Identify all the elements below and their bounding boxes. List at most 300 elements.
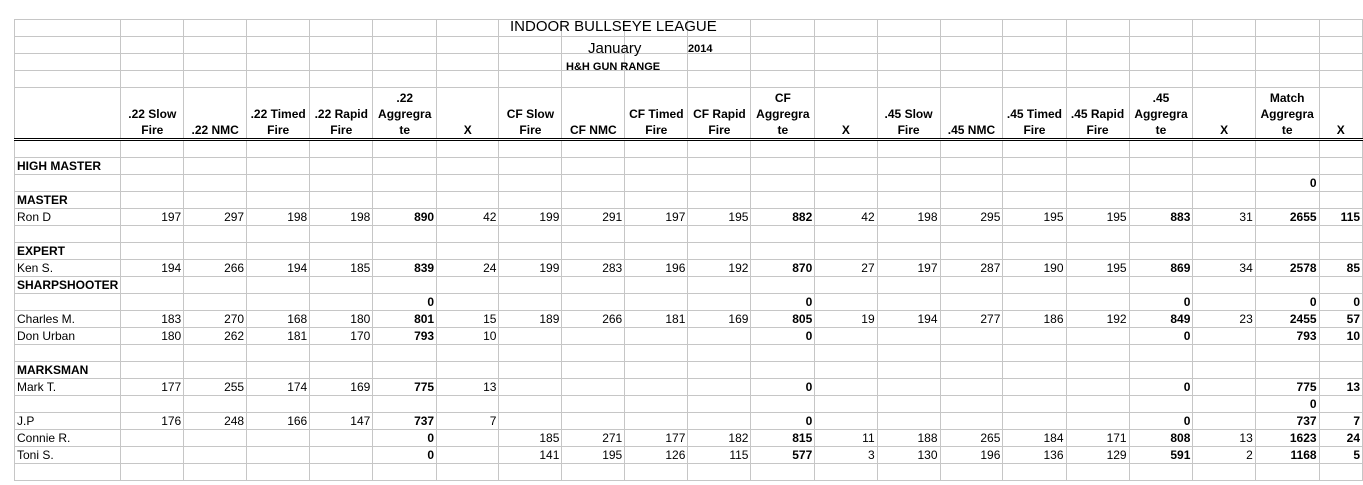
cell[interactable] — [373, 277, 437, 294]
cell[interactable] — [1193, 226, 1255, 243]
score-cell[interactable]: 775 — [373, 379, 437, 396]
score-cell[interactable] — [562, 413, 625, 430]
cell[interactable] — [1003, 37, 1066, 54]
score-cell[interactable] — [815, 294, 877, 311]
cell[interactable] — [121, 345, 184, 362]
cell[interactable] — [15, 226, 121, 243]
score-cell[interactable]: 266 — [184, 260, 247, 277]
cell[interactable] — [751, 226, 815, 243]
score-cell[interactable]: 13 — [1193, 430, 1255, 447]
cell[interactable] — [1319, 140, 1362, 158]
score-cell[interactable]: 805 — [751, 311, 815, 328]
score-cell[interactable]: 0 — [1129, 413, 1193, 430]
cell[interactable] — [310, 192, 373, 209]
cell[interactable] — [1255, 277, 1319, 294]
score-cell[interactable]: 23 — [1193, 311, 1255, 328]
cell[interactable] — [751, 54, 815, 71]
score-cell[interactable]: 2655 — [1255, 209, 1319, 226]
cell[interactable] — [625, 158, 688, 175]
cell[interactable] — [1319, 158, 1362, 175]
cell[interactable] — [1066, 345, 1129, 362]
cell[interactable] — [940, 464, 1003, 481]
cell[interactable] — [1255, 243, 1319, 260]
cell[interactable] — [499, 362, 562, 379]
score-cell[interactable] — [625, 328, 688, 345]
score-cell[interactable] — [184, 294, 247, 311]
cell[interactable] — [1003, 140, 1066, 158]
cell[interactable] — [121, 71, 184, 88]
column-header[interactable]: X — [815, 88, 877, 140]
cell[interactable] — [688, 362, 751, 379]
cell[interactable] — [1066, 37, 1129, 54]
cell[interactable] — [373, 71, 437, 88]
score-cell[interactable]: 883 — [1129, 209, 1193, 226]
cell[interactable] — [625, 464, 688, 481]
score-cell[interactable] — [688, 175, 751, 192]
cell[interactable] — [877, 464, 940, 481]
score-cell[interactable]: 13 — [437, 379, 499, 396]
cell[interactable] — [1066, 226, 1129, 243]
score-cell[interactable] — [562, 175, 625, 192]
score-cell[interactable] — [1003, 379, 1066, 396]
cell[interactable] — [184, 158, 247, 175]
cell[interactable] — [1003, 226, 1066, 243]
cell[interactable] — [247, 362, 310, 379]
cell[interactable] — [437, 54, 499, 71]
cell[interactable] — [877, 243, 940, 260]
score-cell[interactable] — [310, 175, 373, 192]
cell[interactable] — [499, 140, 562, 158]
shooter-name[interactable] — [15, 175, 121, 192]
score-cell[interactable]: 591 — [1129, 447, 1193, 464]
cell[interactable] — [373, 140, 437, 158]
score-cell[interactable]: 270 — [184, 311, 247, 328]
cell[interactable] — [562, 243, 625, 260]
score-cell[interactable]: 1623 — [1255, 430, 1319, 447]
cell[interactable] — [877, 37, 940, 54]
score-cell[interactable] — [1193, 175, 1255, 192]
score-cell[interactable]: 185 — [499, 430, 562, 447]
cell[interactable] — [877, 362, 940, 379]
score-cell[interactable]: 737 — [1255, 413, 1319, 430]
cell[interactable] — [815, 192, 877, 209]
score-cell[interactable] — [877, 175, 940, 192]
cell[interactable] — [1319, 277, 1362, 294]
score-cell[interactable]: 869 — [1129, 260, 1193, 277]
cell[interactable] — [940, 192, 1003, 209]
cell[interactable] — [815, 54, 877, 71]
score-cell[interactable]: 291 — [562, 209, 625, 226]
score-cell[interactable]: 177 — [625, 430, 688, 447]
score-cell[interactable]: 815 — [751, 430, 815, 447]
cell[interactable] — [1319, 243, 1362, 260]
score-cell[interactable] — [373, 175, 437, 192]
score-cell[interactable] — [688, 328, 751, 345]
score-cell[interactable]: 15 — [437, 311, 499, 328]
score-cell[interactable]: 197 — [625, 209, 688, 226]
score-cell[interactable]: 2578 — [1255, 260, 1319, 277]
cell[interactable] — [247, 192, 310, 209]
score-cell[interactable]: 0 — [751, 328, 815, 345]
score-cell[interactable] — [1193, 413, 1255, 430]
score-cell[interactable]: 882 — [751, 209, 815, 226]
cell[interactable] — [688, 277, 751, 294]
cell[interactable] — [437, 37, 499, 54]
cell[interactable] — [751, 20, 815, 37]
cell[interactable] — [1003, 277, 1066, 294]
score-cell[interactable]: 0 — [1255, 175, 1319, 192]
score-cell[interactable]: 839 — [373, 260, 437, 277]
score-cell[interactable]: 195 — [1003, 209, 1066, 226]
score-cell[interactable] — [815, 175, 877, 192]
cell[interactable] — [1193, 464, 1255, 481]
cell[interactable] — [373, 243, 437, 260]
cell[interactable] — [1066, 54, 1129, 71]
cell[interactable] — [121, 158, 184, 175]
score-cell[interactable]: 199 — [499, 209, 562, 226]
cell[interactable] — [688, 464, 751, 481]
score-cell[interactable]: 870 — [751, 260, 815, 277]
score-cell[interactable]: 199 — [499, 260, 562, 277]
cell[interactable] — [1255, 37, 1319, 54]
cell[interactable] — [751, 345, 815, 362]
score-cell[interactable] — [877, 413, 940, 430]
cell[interactable] — [815, 140, 877, 158]
column-header[interactable]: .45 Rapid Fire — [1066, 88, 1129, 140]
cell[interactable] — [815, 464, 877, 481]
cell[interactable] — [247, 140, 310, 158]
cell[interactable] — [1129, 277, 1193, 294]
column-header[interactable]: .45 Slow Fire — [877, 88, 940, 140]
cell[interactable] — [877, 226, 940, 243]
score-cell[interactable]: 181 — [625, 311, 688, 328]
score-cell[interactable]: 42 — [437, 209, 499, 226]
score-cell[interactable]: 168 — [247, 311, 310, 328]
cell[interactable] — [1003, 192, 1066, 209]
cell[interactable] — [247, 277, 310, 294]
cell[interactable] — [1066, 192, 1129, 209]
score-cell[interactable]: 176 — [121, 413, 184, 430]
cell[interactable] — [940, 71, 1003, 88]
score-cell[interactable]: 10 — [1319, 328, 1362, 345]
score-cell[interactable]: 130 — [877, 447, 940, 464]
cell[interactable] — [247, 54, 310, 71]
cell[interactable] — [373, 464, 437, 481]
score-cell[interactable] — [499, 328, 562, 345]
cell[interactable] — [940, 158, 1003, 175]
score-cell[interactable]: 190 — [1003, 260, 1066, 277]
cell[interactable] — [688, 226, 751, 243]
score-cell[interactable] — [815, 328, 877, 345]
cell[interactable] — [1129, 345, 1193, 362]
cell[interactable] — [15, 140, 121, 158]
score-cell[interactable]: 3 — [815, 447, 877, 464]
score-cell[interactable]: 169 — [688, 311, 751, 328]
score-cell[interactable] — [751, 396, 815, 413]
cell[interactable] — [1255, 54, 1319, 71]
score-cell[interactable] — [688, 294, 751, 311]
cell[interactable] — [121, 243, 184, 260]
cell[interactable] — [437, 226, 499, 243]
score-cell[interactable]: 0 — [1129, 379, 1193, 396]
score-cell[interactable]: 194 — [121, 260, 184, 277]
score-cell[interactable] — [625, 175, 688, 192]
score-cell[interactable]: 198 — [877, 209, 940, 226]
score-cell[interactable] — [247, 175, 310, 192]
score-cell[interactable] — [121, 175, 184, 192]
score-cell[interactable] — [1066, 379, 1129, 396]
column-header[interactable]: CF Aggregra te — [751, 88, 815, 140]
cell[interactable] — [1319, 362, 1362, 379]
cell[interactable] — [184, 226, 247, 243]
score-cell[interactable]: 262 — [184, 328, 247, 345]
cell[interactable] — [1193, 243, 1255, 260]
score-cell[interactable]: 195 — [1066, 209, 1129, 226]
cell[interactable] — [877, 158, 940, 175]
score-cell[interactable]: 271 — [562, 430, 625, 447]
cell[interactable] — [1319, 464, 1362, 481]
cell[interactable] — [815, 362, 877, 379]
score-cell[interactable]: 198 — [310, 209, 373, 226]
cell[interactable] — [1255, 362, 1319, 379]
cell[interactable] — [437, 71, 499, 88]
score-cell[interactable] — [562, 396, 625, 413]
cell[interactable] — [1003, 20, 1066, 37]
cell[interactable] — [437, 362, 499, 379]
cell[interactable] — [1129, 140, 1193, 158]
cell[interactable] — [688, 71, 751, 88]
cell[interactable] — [1003, 54, 1066, 71]
score-cell[interactable] — [1066, 328, 1129, 345]
column-header[interactable]: .22 NMC — [184, 88, 247, 140]
score-cell[interactable]: 177 — [121, 379, 184, 396]
cell[interactable] — [437, 20, 499, 37]
cell[interactable] — [310, 226, 373, 243]
score-cell[interactable]: 34 — [1193, 260, 1255, 277]
column-header[interactable]: X — [437, 88, 499, 140]
cell[interactable] — [121, 362, 184, 379]
cell[interactable] — [562, 71, 625, 88]
cell[interactable] — [815, 226, 877, 243]
shooter-name[interactable]: Charles M. — [15, 311, 121, 328]
score-cell[interactable]: 0 — [751, 294, 815, 311]
score-cell[interactable]: 10 — [437, 328, 499, 345]
score-cell[interactable] — [940, 175, 1003, 192]
score-cell[interactable] — [121, 447, 184, 464]
score-cell[interactable] — [310, 294, 373, 311]
score-cell[interactable] — [247, 430, 310, 447]
cell[interactable] — [247, 37, 310, 54]
score-cell[interactable] — [121, 396, 184, 413]
cell[interactable] — [940, 20, 1003, 37]
score-cell[interactable]: 13 — [1319, 379, 1362, 396]
score-cell[interactable]: 147 — [310, 413, 373, 430]
cell[interactable] — [1066, 243, 1129, 260]
cell[interactable] — [625, 226, 688, 243]
cell[interactable] — [184, 20, 247, 37]
score-cell[interactable]: 2 — [1193, 447, 1255, 464]
score-cell[interactable]: 195 — [688, 209, 751, 226]
cell[interactable] — [1193, 277, 1255, 294]
cell[interactable] — [121, 277, 184, 294]
score-cell[interactable] — [625, 413, 688, 430]
score-cell[interactable] — [940, 328, 1003, 345]
cell[interactable] — [688, 243, 751, 260]
cell[interactable] — [15, 20, 121, 37]
score-cell[interactable]: 27 — [815, 260, 877, 277]
score-cell[interactable]: 0 — [1255, 396, 1319, 413]
cell[interactable] — [373, 362, 437, 379]
score-cell[interactable] — [1003, 396, 1066, 413]
score-cell[interactable]: 0 — [373, 294, 437, 311]
cell[interactable] — [1066, 71, 1129, 88]
score-cell[interactable] — [1003, 294, 1066, 311]
score-cell[interactable] — [815, 413, 877, 430]
cell[interactable] — [1129, 243, 1193, 260]
score-cell[interactable]: 0 — [751, 379, 815, 396]
cell[interactable] — [688, 345, 751, 362]
score-cell[interactable] — [184, 175, 247, 192]
cell[interactable] — [1255, 345, 1319, 362]
cell[interactable] — [437, 158, 499, 175]
cell[interactable] — [499, 158, 562, 175]
cell[interactable] — [15, 37, 121, 54]
shooter-name[interactable] — [15, 396, 121, 413]
score-cell[interactable]: 849 — [1129, 311, 1193, 328]
score-cell[interactable]: 186 — [1003, 311, 1066, 328]
score-cell[interactable]: 196 — [625, 260, 688, 277]
score-cell[interactable]: 198 — [247, 209, 310, 226]
cell[interactable] — [437, 345, 499, 362]
cell[interactable] — [499, 277, 562, 294]
score-cell[interactable]: 0 — [1129, 294, 1193, 311]
score-cell[interactable] — [499, 379, 562, 396]
cell[interactable] — [310, 20, 373, 37]
cell[interactable] — [562, 277, 625, 294]
cell[interactable] — [877, 54, 940, 71]
cell[interactable] — [751, 464, 815, 481]
cell[interactable] — [499, 226, 562, 243]
cell[interactable] — [247, 20, 310, 37]
cell[interactable] — [184, 345, 247, 362]
cell[interactable] — [877, 20, 940, 37]
cell[interactable] — [1255, 158, 1319, 175]
cell[interactable] — [184, 464, 247, 481]
cell[interactable] — [1066, 277, 1129, 294]
cell[interactable] — [1003, 243, 1066, 260]
cell[interactable] — [1129, 54, 1193, 71]
cell[interactable] — [562, 140, 625, 158]
score-cell[interactable]: 141 — [499, 447, 562, 464]
class-label[interactable]: HIGH MASTER — [15, 158, 121, 175]
cell[interactable] — [1129, 192, 1193, 209]
cell[interactable] — [247, 345, 310, 362]
score-cell[interactable] — [1066, 413, 1129, 430]
cell[interactable] — [15, 88, 121, 140]
score-cell[interactable] — [499, 413, 562, 430]
score-cell[interactable]: 181 — [247, 328, 310, 345]
cell[interactable] — [562, 362, 625, 379]
cell[interactable] — [625, 140, 688, 158]
cell[interactable] — [1255, 226, 1319, 243]
cell[interactable] — [121, 192, 184, 209]
class-label[interactable]: MASTER — [15, 192, 121, 209]
shooter-name[interactable]: Ken S. — [15, 260, 121, 277]
score-cell[interactable] — [437, 430, 499, 447]
score-cell[interactable]: 0 — [1319, 294, 1362, 311]
cell[interactable] — [1129, 464, 1193, 481]
cell[interactable] — [1319, 345, 1362, 362]
cell[interactable] — [1255, 71, 1319, 88]
score-cell[interactable]: 31 — [1193, 209, 1255, 226]
cell[interactable] — [815, 37, 877, 54]
cell[interactable] — [1193, 345, 1255, 362]
cell[interactable] — [499, 192, 562, 209]
cell[interactable] — [1319, 226, 1362, 243]
column-header[interactable]: .45 Aggregra te — [1129, 88, 1193, 140]
cell[interactable] — [121, 54, 184, 71]
column-header[interactable]: .22 Rapid Fire — [310, 88, 373, 140]
cell[interactable] — [940, 362, 1003, 379]
cell[interactable] — [121, 20, 184, 37]
cell[interactable] — [184, 71, 247, 88]
score-cell[interactable]: 2455 — [1255, 311, 1319, 328]
score-cell[interactable]: 0 — [751, 413, 815, 430]
score-cell[interactable]: 129 — [1066, 447, 1129, 464]
cell[interactable] — [121, 464, 184, 481]
cell[interactable] — [373, 20, 437, 37]
score-cell[interactable]: 85 — [1319, 260, 1362, 277]
cell[interactable] — [940, 140, 1003, 158]
score-cell[interactable] — [247, 447, 310, 464]
score-cell[interactable]: 57 — [1319, 311, 1362, 328]
cell[interactable] — [1066, 20, 1129, 37]
cell[interactable] — [1193, 71, 1255, 88]
score-cell[interactable]: 192 — [688, 260, 751, 277]
cell[interactable] — [1193, 140, 1255, 158]
score-cell[interactable] — [310, 447, 373, 464]
cell[interactable] — [437, 464, 499, 481]
cell[interactable] — [562, 192, 625, 209]
cell[interactable] — [751, 277, 815, 294]
score-cell[interactable] — [751, 175, 815, 192]
cell[interactable] — [373, 345, 437, 362]
score-cell[interactable]: 194 — [877, 311, 940, 328]
cell[interactable] — [751, 71, 815, 88]
cell[interactable] — [940, 277, 1003, 294]
cell[interactable] — [373, 37, 437, 54]
cell[interactable] — [688, 158, 751, 175]
cell[interactable] — [437, 140, 499, 158]
shooter-name[interactable]: Don Urban — [15, 328, 121, 345]
score-cell[interactable]: 194 — [247, 260, 310, 277]
score-cell[interactable] — [121, 294, 184, 311]
score-cell[interactable] — [815, 396, 877, 413]
score-cell[interactable] — [688, 379, 751, 396]
score-cell[interactable]: 188 — [877, 430, 940, 447]
cell[interactable] — [1193, 192, 1255, 209]
cell[interactable] — [310, 140, 373, 158]
score-cell[interactable]: 890 — [373, 209, 437, 226]
cell[interactable] — [877, 71, 940, 88]
score-cell[interactable]: 195 — [1066, 260, 1129, 277]
cell[interactable] — [15, 54, 121, 71]
class-label[interactable]: EXPERT — [15, 243, 121, 260]
cell[interactable] — [499, 345, 562, 362]
cell[interactable] — [751, 140, 815, 158]
score-cell[interactable]: 180 — [310, 311, 373, 328]
column-header[interactable]: .22 Timed Fire — [247, 88, 310, 140]
